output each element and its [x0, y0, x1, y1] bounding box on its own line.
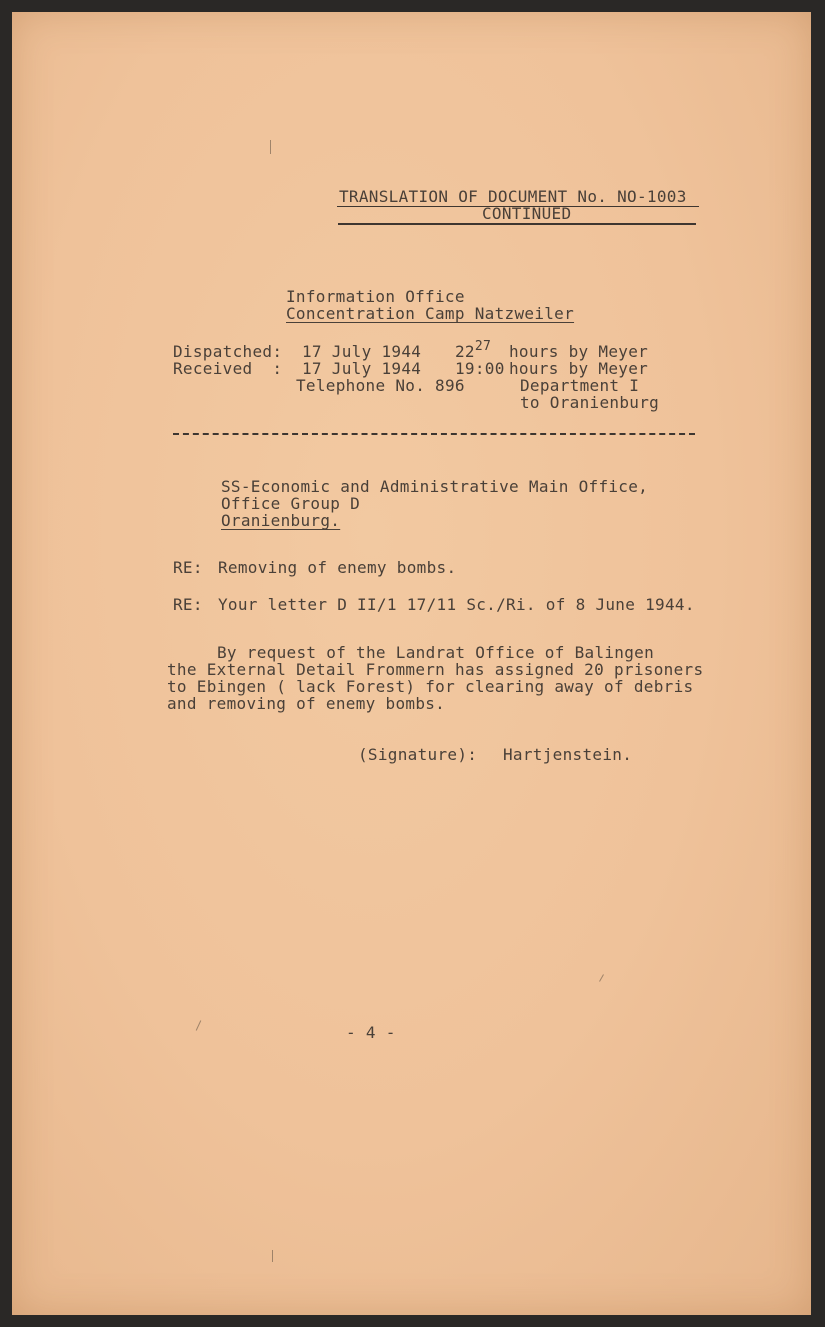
- title-rule-bottom: [338, 223, 696, 225]
- dashed-separator: [173, 433, 695, 435]
- addressee-line-1: SS-Economic and Administrative Main Office,: [221, 477, 649, 496]
- re-label-2: RE:: [173, 595, 203, 614]
- camp-name: Concentration Camp Natzweiler: [286, 304, 575, 323]
- paper-mark: [599, 974, 604, 981]
- signature-name: Hartjenstein.: [503, 745, 633, 764]
- paper-mark: [270, 140, 271, 154]
- document-title: TRANSLATION OF DOCUMENT No. NO-1003: [339, 187, 687, 206]
- re-text-1: Removing of enemy bombs.: [218, 558, 457, 577]
- page-number: - 4 -: [346, 1023, 396, 1042]
- body-line-1: By request of the Landrat Office of Balingen: [217, 643, 655, 662]
- paper-mark: [272, 1250, 273, 1262]
- re-text-2: Your letter D II/1 17/11 Sc./Ri. of 8 June 1944.: [218, 595, 695, 614]
- addressee-line-3: Oranienburg.: [221, 511, 341, 530]
- office-name: Information Office: [286, 287, 465, 306]
- department: Department I: [520, 376, 640, 395]
- destination: to Oranienburg: [520, 393, 660, 412]
- received-by: hours by Meyer: [509, 359, 649, 378]
- document-page: [12, 12, 811, 1315]
- telephone-number: Telephone No. 896: [296, 376, 465, 395]
- body-line-3: to Ebingen ( lack Forest) for clearing away of debris: [167, 677, 694, 696]
- received-date: 17 July 1944: [302, 359, 422, 378]
- dispatched-date: 17 July 1944: [302, 342, 422, 361]
- received-label: Received :: [173, 359, 283, 378]
- re-label-1: RE:: [173, 558, 203, 577]
- document-subtitle: CONTINUED: [482, 204, 572, 223]
- dispatched-by: hours by Meyer: [509, 342, 649, 361]
- body-line-2: the External Detail Frommern has assigned 20 prisoners: [167, 660, 704, 679]
- dispatched-label: Dispatched:: [173, 342, 283, 361]
- signature-label: (Signature):: [358, 745, 478, 764]
- received-time: 19:00: [455, 359, 505, 378]
- addressee-line-2: Office Group D: [221, 494, 361, 513]
- body-line-4: and removing of enemy bombs.: [167, 694, 446, 713]
- paper-mark: [196, 1020, 202, 1030]
- dispatched-time: $22^{27}$: [455, 339, 492, 361]
